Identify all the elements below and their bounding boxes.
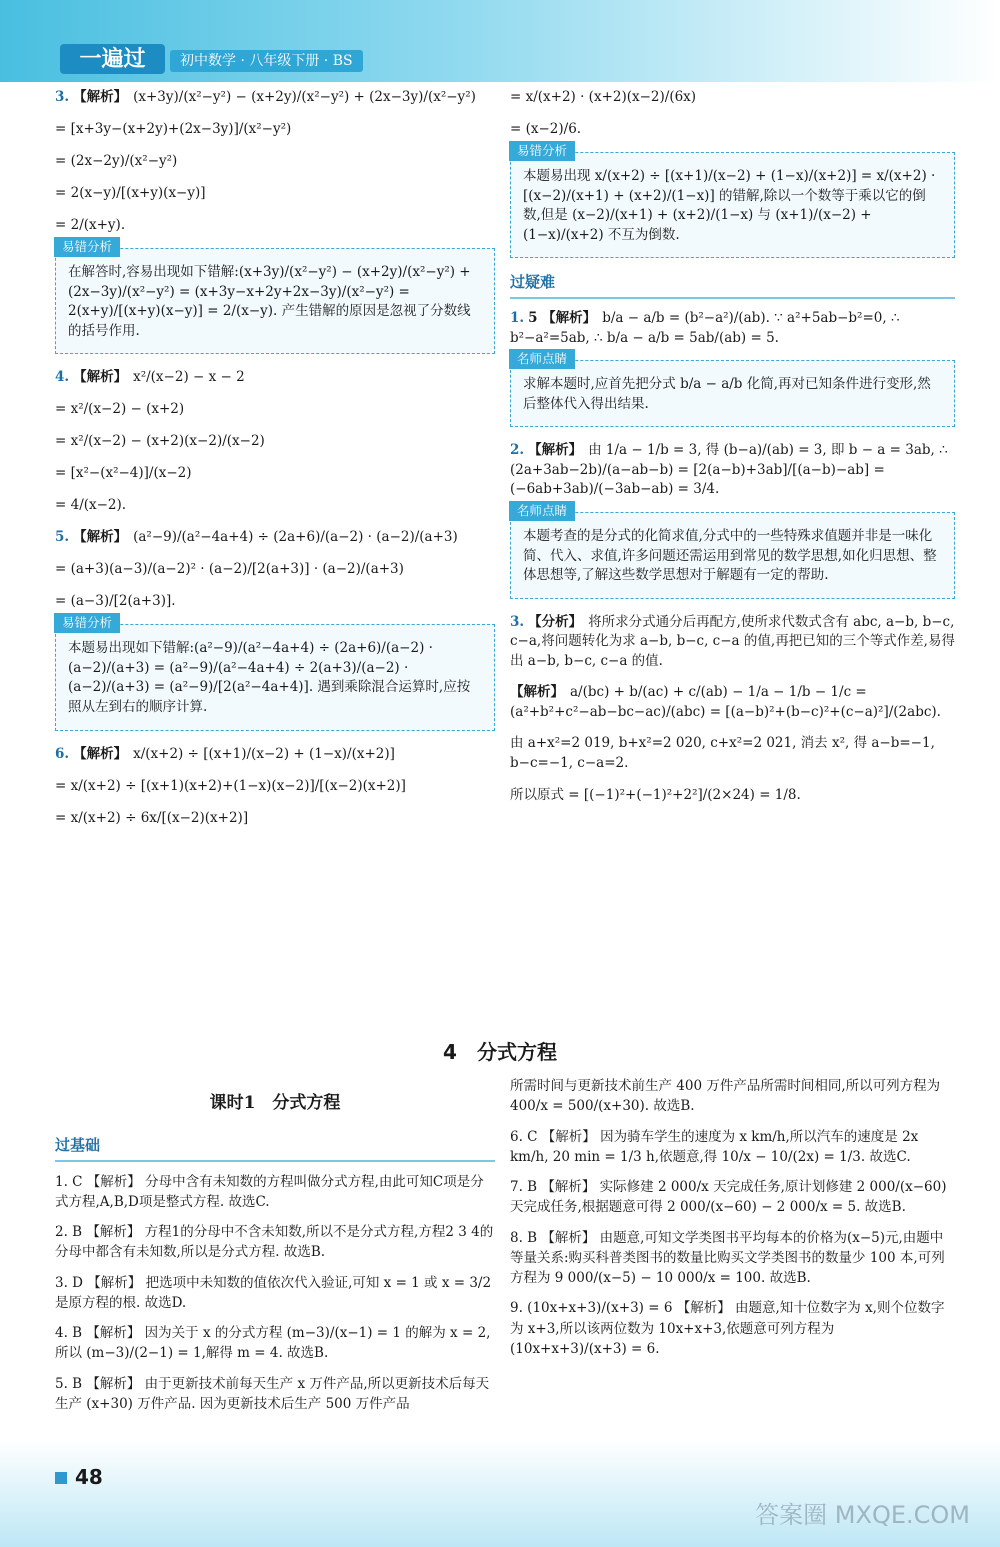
- math-text: = 2(x−y)/[(x+y)(x−y)]: [55, 185, 206, 201]
- page-footer: [0, 1440, 1000, 1547]
- box-text: 本题易出现 x/(x+2) ÷ [(x+1)/(x−2) + (1−x)/(x+2)] = x/(x+2) · [(x−2)/(x+1) + (x+2)/(1−x)] 的错解,除以一个数等于乘以它的倒数,但是 (x−2)/(x+1) + (x+2)/(1−x) 与 (x+1)/(x−2) + (1−x)/(x+2) 不互为倒数.: [523, 168, 936, 243]
- lesson-title: 课时1 分式方程: [209, 1093, 341, 1113]
- math-text: = 2/(x+y).: [55, 217, 126, 233]
- math-text: = (2x−2y)/(x²−y²): [55, 153, 178, 169]
- math-text: = (a+3)(a−3)/(a−2)² · (a−2)/[2(a+3)] · (a−2)/(a+3): [55, 561, 404, 578]
- math-text: = x/(x+2) ÷ [(x+1)(x+2)+(1−x)(x−2)]/[(x−2)(x+2)]: [55, 777, 406, 794]
- solution-line: [510, 734, 955, 773]
- question-number: 5.: [55, 529, 70, 546]
- answer-tag: 【解析】: [528, 442, 583, 459]
- analysis-box: [510, 502, 955, 599]
- solution-line: [510, 120, 955, 140]
- solution-line: [55, 88, 495, 108]
- solution-line: [55, 400, 495, 420]
- math-text: = x²/(x−2) − (x+2): [55, 401, 185, 418]
- solution-line: [510, 88, 955, 108]
- answer-item: 1. C 【解析】 分母中含有未知数的方程叫做分式方程,由此可知C项是分式方程,A,B,D项是整式方程. 故选C.: [55, 1173, 484, 1210]
- question-number: 3.: [510, 613, 525, 630]
- answer-tag: 【解析】: [73, 369, 128, 386]
- solution-line: [55, 432, 495, 452]
- solution-line: [510, 683, 955, 722]
- analysis-box: [55, 239, 495, 354]
- solution-line: [55, 152, 495, 172]
- question-number: 2.: [510, 442, 525, 459]
- answer-item: 2. B 【解析】 方程1的分母中不含未知数,所以不是分式方程,方程2 3 4的分母中都含有未知数,所以是分式方程. 故选B.: [55, 1224, 494, 1261]
- math-text: x/(x+2) ÷ [(x+1)/(x−2) + (1−x)/(x+2)]: [133, 745, 395, 762]
- box-caption: 名师点睛: [509, 349, 575, 369]
- answer-item: 所需时间与更新技术前生产 400 万件产品所需时间相同,所以可列方程为 400/x = 500/(x+30). 故选B.: [510, 1078, 941, 1115]
- box-caption: 易错分析: [54, 237, 120, 257]
- solution-line: [55, 120, 495, 140]
- solution-line: [55, 464, 495, 484]
- math-text: = 4/(x−2).: [55, 497, 127, 514]
- box-caption: 易错分析: [509, 141, 575, 161]
- page-header: [0, 0, 1000, 82]
- answer-tag: 【解析】: [510, 684, 564, 701]
- answers-left: [55, 1128, 495, 1424]
- answer-item: 6. C 【解析】 因为骑车学生的速度为 x km/h,所以汽车的速度是 2x km/h, 20 min = 1/3 h,依题意,得 10/x − 10/(2x) = 1/3. 故选C.: [510, 1128, 919, 1165]
- subject-label: 初中数学 · 八年级下册 · BS: [170, 50, 363, 72]
- question-number: 1.: [510, 310, 525, 326]
- solution-line: [55, 592, 495, 612]
- solution-line: [55, 809, 495, 829]
- math-text: 所以原式 = [(−1)²+(−1)²+2²]/(2×24) = 1/8.: [510, 786, 801, 803]
- solution-line: [510, 441, 955, 500]
- box-caption: 名师点睛: [509, 501, 575, 521]
- answer-tag: 5 【解析】: [528, 310, 597, 326]
- solution-line: [55, 777, 495, 797]
- solution-line: [55, 216, 495, 236]
- box-text: 在解答时,容易出现如下错解:(x+3y)/(x²−y²) − (x+2y)/(x²−y²) + (2x−3y)/(x²−y²) = (x+3y−x+2y+2x−3y)/(x²−y²) = 2(x+y)/[(x+y)(x−y)] = 2/(x−y). 产生错解的原因是忽视了分数线的括号作用.: [68, 264, 471, 339]
- math-text: = [x²−(x²−4)]/(x−2): [55, 465, 192, 482]
- page-number: 48: [55, 1465, 103, 1489]
- right-column: [510, 88, 955, 818]
- math-text: = (a−3)/[2(a+3)].: [55, 593, 176, 610]
- watermark: 答案圈 MXQE.COM: [755, 1501, 970, 1529]
- box-text: 求解本题时,应首先把分式 b/a − a/b 化简,再对已知条件进行变形,然后整体代入得出结果.: [523, 376, 931, 412]
- box-caption: 易错分析: [54, 613, 120, 633]
- answer-tag: 【解析】: [73, 529, 128, 546]
- math-text: 将所求分式通分后再配方,使所求代数式含有 abc, a−b, b−c, c−a,将问题转化为求 a−b, b−c, c−a 的值,再把已知的三个等式作差,易得出 a−b, b−c, c−a 的值.: [510, 613, 955, 669]
- brand-logo: 一遍过: [60, 44, 165, 74]
- solution-line: [55, 368, 495, 388]
- basics-heading: 过基础: [55, 1134, 495, 1162]
- math-text: (x+3y)/(x²−y²) − (x+2y)/(x²−y²) + (2x−3y)/(x²−y²): [133, 89, 476, 105]
- box-text: 本题易出现如下错解:(a²−9)/(a²−4a+4) ÷ (2a+6)/(a−2) · (a−2)/(a+3) = (a²−9)/(a²−4a+4) ÷ 2(a+3)/(a−2) · (a−2)/(a+3) = (a²−9)/[2(a²−4a+4)]. 遇到乘除混合运算时,应按照从左到右的顺序计算.: [68, 640, 471, 715]
- math-text: 由 1/a − 1/b = 3, 得 (b−a)/(ab) = 3, 即 b − a = 3ab, ∴ (2a+3ab−2b)/(a−ab−b) = [2(a−b)+3ab]/[(a−b)−ab] = (−6ab+3ab)/(−3ab−ab) = 3/4.: [510, 442, 948, 498]
- answer-item: 4. B 【解析】 因为关于 x 的分式方程 (m−3)/(x−1) = 1 的解为 x = 2,所以 (m−3)/(2−1) = 1,解得 m = 4. 故选B.: [55, 1325, 491, 1362]
- answer-item: 3. D 【解析】 把选项中未知数的值依次代入验证,可知 x = 1 或 x = 3/2 是原方程的根. 故选D.: [55, 1274, 492, 1311]
- answers-right: [510, 1076, 955, 1369]
- math-text: = x/(x+2) · (x+2)(x−2)/(6x): [510, 89, 697, 105]
- math-text: = x²/(x−2) − (x+2)(x−2)/(x−2): [55, 433, 265, 450]
- solution-line: [510, 613, 955, 672]
- solution-line: [55, 528, 495, 548]
- answer-item: 7. B 【解析】 实际修建 2 000/x 天完成任务,原计划修建 2 000/(x−60) 天完成任务,根据题意可得 2 000/(x−60) − 2 000/x = 5. 故选B.: [510, 1179, 947, 1216]
- solution-line: [55, 496, 495, 516]
- solution-line: [55, 560, 495, 580]
- math-text: x²/(x−2) − x − 2: [133, 369, 245, 386]
- analysis-box: [510, 351, 955, 427]
- solution-line: [55, 184, 495, 204]
- left-column: [55, 88, 495, 841]
- math-text: b/a − a/b = (b²−a²)/(ab). ∵ a²+5ab−b²=0, ∴ b²−a²=5ab, ∴ b/a − a/b = 5ab/(ab) = 5.: [510, 310, 900, 346]
- answer-tag: 【解析】: [73, 89, 128, 105]
- math-text: = [x+3y−(x+2y)+(2x−3y)]/(x²−y²): [55, 121, 292, 137]
- math-text: 由 a+x²=2 019, b+x²=2 020, c+x²=2 021, 消去 x², 得 a−b=−1, b−c=−1, c−a=2.: [510, 735, 935, 771]
- question-number: 3.: [55, 89, 70, 105]
- answer-tag: 【解析】: [73, 745, 128, 762]
- answer-tag: 【分析】: [528, 613, 583, 630]
- math-text: = (x−2)/6.: [510, 121, 582, 137]
- answer-item: 8. B 【解析】 由题意,可知文学类图书平均每本的价格为(x−5)元,由题中等量关系:购买科普类图书的数量比购买文学类图书的数量少 100 本,可列方程为 9 000/(x−5) − 10 000/x = 100. 故选B.: [510, 1229, 945, 1286]
- analysis-box: [510, 143, 955, 258]
- math-text: = x/(x+2) ÷ 6x/[(x−2)(x+2)]: [55, 809, 249, 826]
- solution-line: [55, 745, 495, 765]
- answer-item: 5. B 【解析】 由于更新技术前每天生产 x 万件产品,所以更新技术后每天生产 (x+30) 万件产品. 因为更新技术后生产 500 万件产品: [55, 1375, 490, 1412]
- solution-line: [510, 309, 955, 348]
- section-heading: 过疑难: [510, 272, 955, 299]
- math-text: a/(bc) + b/(ac) + c/(ab) − 1/a − 1/b − 1/c = (a²+b²+c²−ab−bc−ac)/(abc) = [(a−b)²+(b−c)²+(c−a)²]/(2abc).: [510, 684, 941, 720]
- analysis-box: [55, 615, 495, 730]
- section-title: 4 分式方程: [443, 1040, 557, 1064]
- solution-line: [510, 786, 955, 806]
- question-number: 4.: [55, 369, 70, 386]
- question-number: 6.: [55, 745, 70, 762]
- box-text: 本题考查的是分式的化简求值,分式中的一些特殊求值题并非是一味化简、代入、求值,许多问题还需运用到常见的数学思想,如化归思想、整体思想等,了解这些数学思想对于解题有一定的帮助.: [523, 527, 937, 584]
- math-text: (a²−9)/(a²−4a+4) ÷ (2a+6)/(a−2) · (a−2)/(a+3): [133, 529, 458, 546]
- answer-item: 9. (10x+x+3)/(x+3) = 6 【解析】 由题意,知十位数字为 x,则个位数字为 x+3,所以该两位数为 10x+x+3,依题意可列方程为 (10x+x+3)/(x+3) = 6.: [510, 1300, 945, 1357]
